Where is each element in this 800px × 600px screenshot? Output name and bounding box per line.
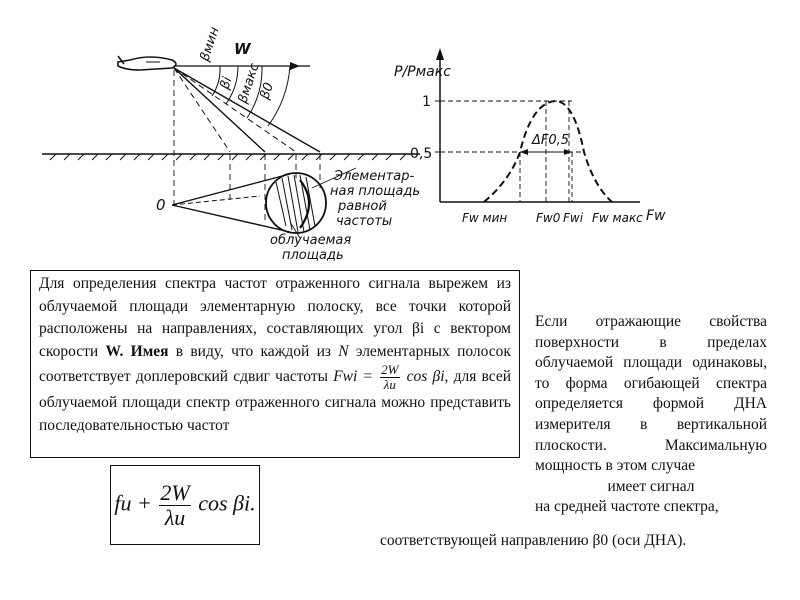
label-beta-max: βмакс [235, 61, 263, 106]
side-text-main: Если отражающие свойства поверхности в пределах облучаемой площади одинаковы, то форма огибающей спектра определяется формой ДНА измерителя в вертикальной плоскости. Максимальную мощность в этом случае [535, 313, 767, 475]
main-paragraph: Для определения спектра частот отраженного сигнала вырежем из облучаемой площади элементарную полоску, все точки которой расположены на направлениях, составляющих угол βi с вектором скорости W. Имея в виду, что каждой из N элементарных полосок соответствует доплеровский сдвиг частоты Fwi = $\frac{2W}{\lambda и}$ cos βi, для всей облучаемой площади спектр отраженного сигнала можно представить последовательностью частот [39, 275, 511, 434]
side-paragraph [535, 312, 767, 518]
x-tick-fwi: Fwi [563, 211, 584, 225]
x-tick-fwmin: Fw мин [462, 211, 508, 225]
label-w: W [234, 40, 251, 58]
x-tick-fwmax: Fw макс [592, 211, 643, 225]
doppler-formula: Fwi = $\frac{2W}{\lambda и}$ cos βi [333, 362, 445, 393]
y-axis-label: P/Pмакс [394, 64, 451, 80]
label-beta-i: βi [217, 75, 236, 92]
side-text-frequency: на средней частоте спектра, [535, 498, 719, 516]
irradiated-area-ellipse [266, 173, 326, 233]
label-origin: 0 [156, 196, 166, 214]
label-element-area: Элементар- ная площадь равной частоты [330, 169, 421, 229]
bottom-text-line: соответствующей направлению β0 (оси ДНА). [380, 532, 687, 549]
aircraft-icon [118, 56, 176, 70]
beam-geometry-diagram [0, 0, 433, 270]
spectrum-chart [380, 30, 680, 240]
delta-label: ΔF0,5 [532, 133, 570, 148]
y-tick-05: 0,5 [410, 146, 433, 162]
side-text-signal: имеет сигнал [607, 477, 695, 495]
label-irradiated-area: облучаемая площадь [270, 233, 352, 263]
main-text-box [30, 270, 520, 458]
y-tick-1: 1 [422, 94, 431, 110]
label-beta-min: βмин [197, 25, 223, 64]
x-tick-fw0: Fw0 [536, 211, 561, 225]
label-beta-0: β0 [257, 80, 277, 102]
frequency-formula-box [110, 465, 260, 545]
x-axis-label: Fw [646, 208, 666, 224]
frequency-formula: fи + $\frac{2W}{\lambda и}$ cos βi. [114, 479, 256, 530]
